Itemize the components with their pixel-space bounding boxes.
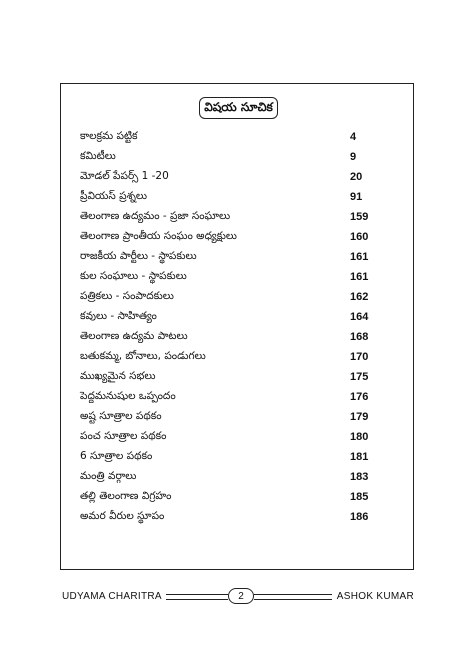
toc-entry-page: 168 [350, 331, 369, 343]
footer-double-rule-right [254, 594, 332, 600]
toc-entry-label: రాజకీయ పార్టీలు - స్థాపకులు [80, 249, 197, 262]
toc-entry-label: తెలంగాణ ఉద్యమ పాటలు [80, 329, 188, 342]
toc-entry-page: 170 [350, 351, 369, 363]
toc-entry-label: మోడల్ పేపర్స్ 1 -20 [80, 169, 169, 182]
toc-entry[interactable] [80, 508, 380, 526]
toc-entry[interactable] [80, 228, 380, 246]
toc-entry-label: కుల సంఘాలు - స్థాపకులు [80, 269, 187, 282]
toc-entry-page: 181 [350, 451, 369, 463]
toc-entry-page: 4 [350, 131, 357, 143]
toc-entry-label: అష్ట సూత్రాల పథకం [80, 409, 162, 422]
toc-entry-page: 180 [350, 431, 369, 443]
toc-entry[interactable] [80, 468, 380, 486]
toc-entry[interactable] [80, 128, 380, 146]
toc-entry-page: 183 [350, 471, 369, 483]
toc-entry-label: తెలంగాణ ప్రాంతీయ సంఘం అధ్యక్షులు [80, 229, 237, 242]
toc-entry[interactable] [80, 428, 380, 446]
toc-title [199, 97, 278, 119]
toc-entry-label: కాలక్రమ పట్టిక [80, 129, 138, 142]
toc-entry-page: 162 [350, 291, 369, 303]
toc-entry-page: 161 [350, 251, 369, 263]
toc-entry[interactable] [80, 248, 380, 266]
toc-title-text: విషయ సూచిక [204, 99, 273, 114]
toc-entry-page: 175 [350, 371, 369, 383]
toc-entry-label: పంచ సూత్రాల పథకం [80, 429, 167, 442]
toc-entry-label: తెలంగాణ ఉద్యమం - ప్రజా సంఘాలు [80, 209, 231, 222]
toc-entry-page: 186 [350, 511, 369, 523]
page-footer [62, 588, 414, 608]
toc-entry-label: అమర వీరుల స్థూపం [80, 509, 165, 522]
toc-entry-page: 91 [350, 191, 363, 203]
toc-entry-label: మంత్రి వర్గాలు [80, 469, 137, 482]
toc-entry[interactable] [80, 488, 380, 506]
footer-author: ASHOK KUMAR [336, 591, 414, 602]
toc-entry-label: పెద్దమనుషుల ఒప్పందం [80, 389, 176, 402]
page-number: 2 [238, 590, 244, 602]
toc-entry-page: 164 [350, 311, 369, 323]
toc-entry[interactable] [80, 208, 380, 226]
toc-entry-label: 6 సూత్రాల పథకం [80, 449, 153, 462]
toc-entry-page: 9 [350, 151, 357, 163]
toc-entry-page: 20 [350, 171, 363, 183]
toc-entry-page: 176 [350, 391, 369, 403]
toc-entry-label: పత్రికలు - సంపాదకులు [80, 289, 174, 302]
toc-entry-label: ముఖ్యమైన సభలు [80, 369, 156, 382]
toc-entry[interactable] [80, 348, 380, 366]
toc-entry-label: తల్లి తెలంగాణ విగ్రహం [80, 489, 172, 502]
toc-entry[interactable] [80, 328, 380, 346]
toc-entry[interactable] [80, 288, 380, 306]
toc-entry-label: కవులు - సాహిత్యం [80, 309, 157, 322]
toc-entry[interactable] [80, 448, 380, 466]
toc-entry[interactable] [80, 148, 380, 166]
footer-book-title: UDYAMA CHARITRA [62, 591, 162, 602]
toc-entry-page: 159 [350, 211, 369, 223]
toc-entry-page: 179 [350, 411, 369, 423]
toc-entry[interactable] [80, 168, 380, 186]
toc-entry-label: ప్రీవియస్ ప్రశ్నలు [80, 189, 147, 202]
toc-entry[interactable] [80, 188, 380, 206]
toc-entry-label: బతుకమ్మ, బోనాలు, పండుగలు [80, 349, 206, 362]
page-number-badge [228, 588, 254, 604]
footer-double-rule-left [166, 594, 228, 600]
toc-entry[interactable] [80, 408, 380, 426]
toc-entry-page: 161 [350, 271, 369, 283]
toc-entry[interactable] [80, 388, 380, 406]
toc-entry-page: 160 [350, 231, 369, 243]
toc-entry-label: కమిటీలు [80, 149, 116, 162]
toc-entry-page: 185 [350, 491, 369, 503]
toc-entry[interactable] [80, 308, 380, 326]
toc-entry[interactable] [80, 368, 380, 386]
toc-entry[interactable] [80, 268, 380, 286]
